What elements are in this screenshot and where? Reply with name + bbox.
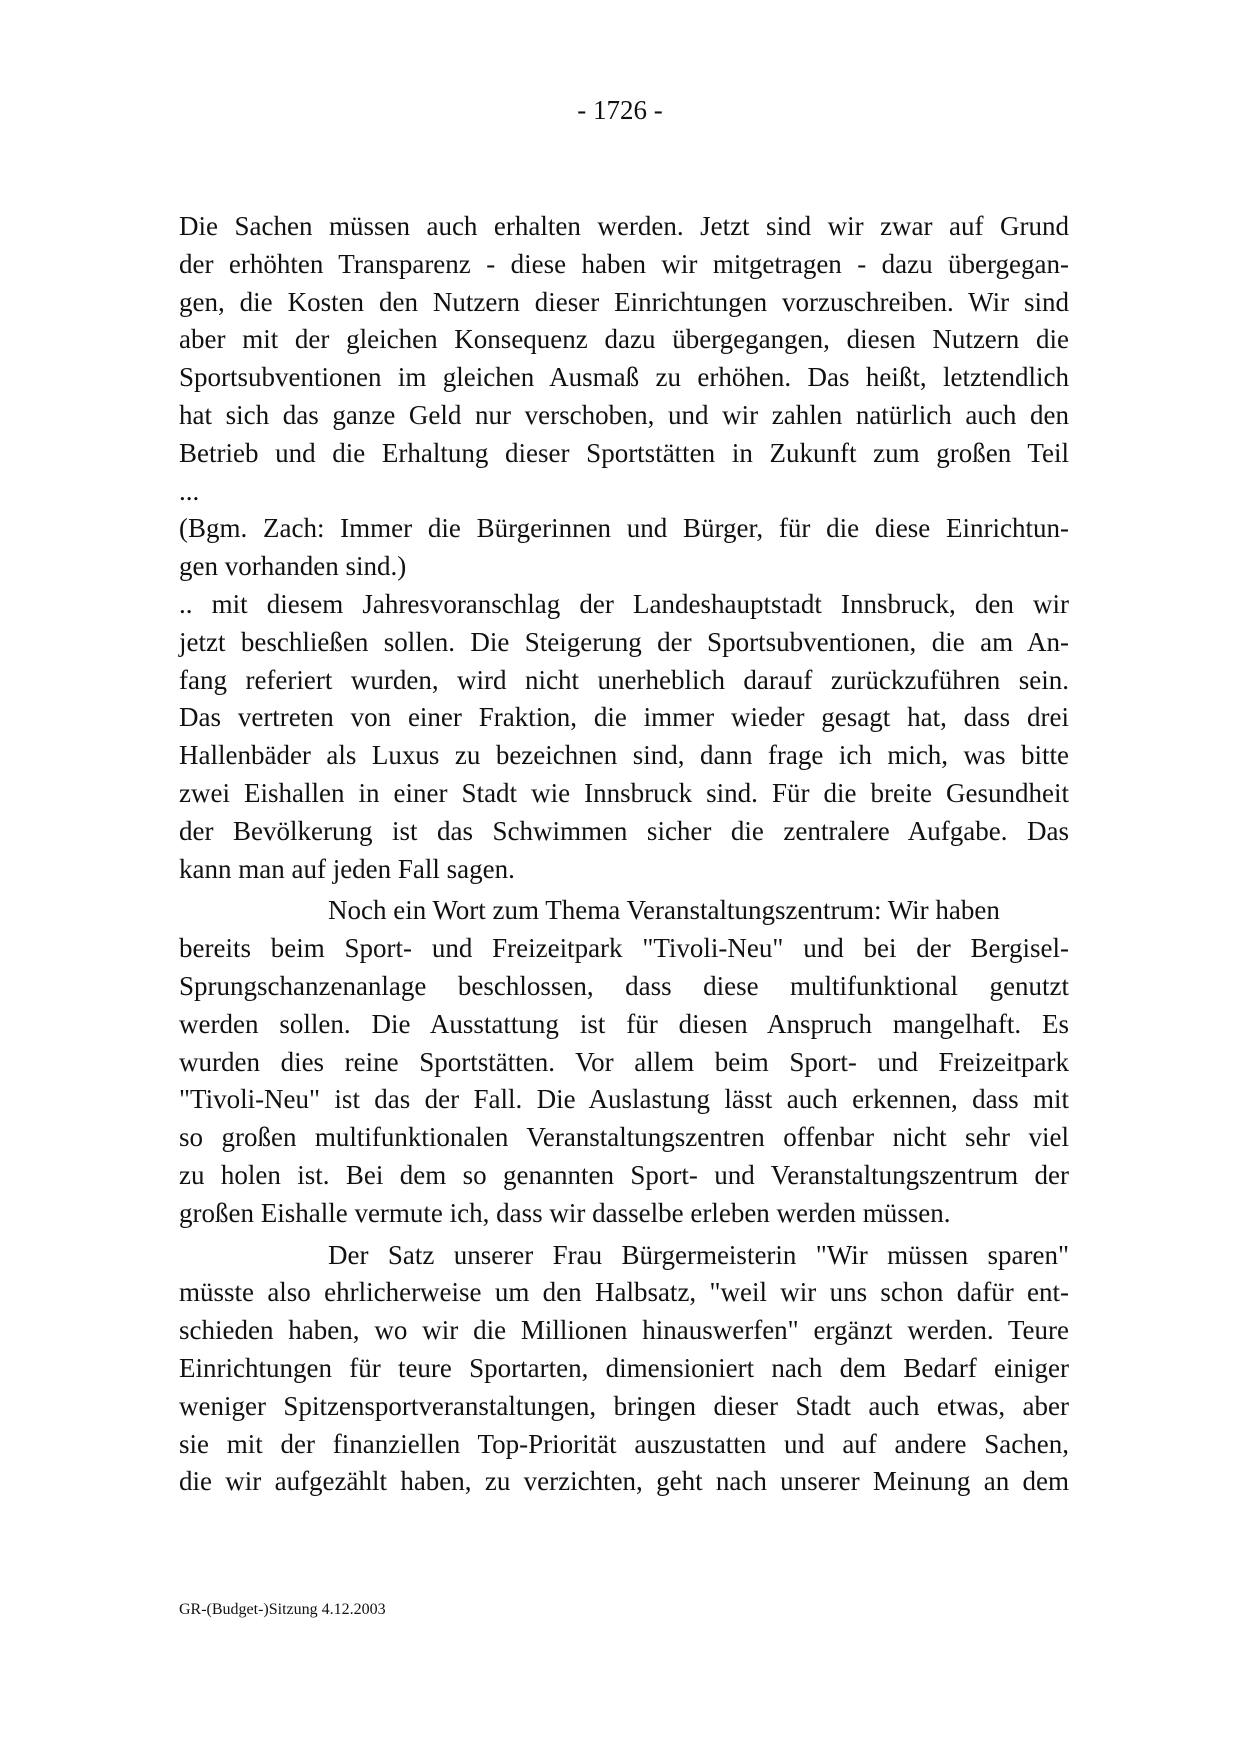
text-line: weniger Spitzensportveranstaltungen, bringen dieser Stadt auch etwas, aber (179, 1390, 1069, 1421)
text-line: Der Satz unserer Frau Bürgermeisterin "Wir müssen sparen" (328, 1239, 1069, 1270)
text-line: Hallenbäder als Luxus zu bezeichnen sind, dann frage ich mich, was bitte (179, 740, 1069, 771)
text-line: Sportsubventionen im gleichen Ausmaß zu erhöhen. Das heißt, letztendlich (179, 362, 1069, 393)
text-line: hat sich das ganze Geld nur verschoben, und wir zahlen natürlich auch den (179, 399, 1069, 430)
text-line: zu holen ist. Bei dem so genannten Sport- und Veranstaltungszentrum der (179, 1159, 1069, 1190)
text-line: fang referiert wurden, wird nicht unerheblich darauf zurückzuführen sein. (179, 664, 1069, 695)
text-line: werden sollen. Die Ausstattung ist für diesen Anspruch mangelhaft. Es (179, 1008, 1069, 1039)
text-line: "Tivoli-Neu" ist das der Fall. Die Auslastung lässt auch erkennen, dass mit (179, 1084, 1069, 1115)
text-line: so großen multifunktionalen Veranstaltungszentren offenbar nicht sehr viel (179, 1122, 1069, 1153)
text-line: Betrieb und die Erhaltung dieser Sportstätten in Zukunft zum großen Teil (179, 437, 1069, 468)
paragraph (179, 208, 1069, 510)
text-line: der Bevölkerung ist das Schwimmen sicher die zentralere Aufgabe. Das (179, 815, 1069, 846)
text-line: großen Eishalle vermute ich, dass wir dasselbe erleben werden müssen. (179, 1197, 951, 1228)
text-line: aber mit der gleichen Konsequenz dazu übergegangen, diesen Nutzern die (179, 324, 1069, 355)
footer-session-label: GR-(Budget-)Sitzung 4.12.2003 (179, 1601, 386, 1618)
document-body (179, 208, 1069, 1501)
interjection (179, 510, 1069, 586)
text-line: wurden dies reine Sportstätten. Vor allem beim Sport- und Freizeitpark (179, 1046, 1069, 1077)
text-line: jetzt beschließen sollen. Die Steigerung der Sportsubventionen, die am An- (179, 626, 1069, 657)
text-line: schieden haben, wo wir die Millionen hinauswerfen" ergänzt werden. Teure (179, 1315, 1069, 1346)
text-line: gen vorhanden sind.) (179, 551, 407, 582)
text-line: müsste also ehrlicherweise um den Halbsatz, "weil wir uns schon dafür ent- (179, 1277, 1069, 1308)
paragraph (179, 1237, 1069, 1502)
text-line: .. mit diesem Jahresvoranschlag der Landeshauptstadt Innsbruck, den wir (179, 588, 1069, 619)
text-line: zwei Eishallen in einer Stadt wie Innsbruck sind. Für die breite Gesundheit (179, 777, 1069, 808)
text-line: Noch ein Wort zum Thema Veranstaltungszentrum: Wir haben (328, 895, 1000, 926)
text-line: Das vertreten von einer Fraktion, die immer wieder gesagt hat, dass drei (179, 702, 1069, 733)
text-line: bereits beim Sport- und Freizeitpark "Tivoli-Neu" und bei der Bergisel- (179, 933, 1069, 964)
text-line: gen, die Kosten den Nutzern dieser Einrichtungen vorzuschreiben. Wir sind (179, 286, 1069, 317)
text-line: (Bgm. Zach: Immer die Bürgerinnen und Bürger, für die diese Einrichtun- (179, 513, 1069, 544)
text-line: kann man auf jeden Fall sagen. (179, 853, 515, 884)
text-line: die wir aufgezählt haben, zu verzichten, geht nach unserer Meinung an dem (179, 1466, 1069, 1497)
paragraph (179, 892, 1069, 1232)
paragraph (179, 586, 1069, 888)
text-line: Sprungschanzenanlage beschlossen, dass diese multifunktional genutzt (179, 970, 1069, 1001)
page-number: - 1726 - (577, 95, 663, 125)
text-line: Die Sachen müssen auch erhalten werden. Jetzt sind wir zwar auf Grund (179, 211, 1069, 241)
text-line: ... (179, 475, 200, 506)
text-line: Einrichtungen für teure Sportarten, dimensioniert nach dem Bedarf einiger (179, 1352, 1069, 1383)
text-line: der erhöhten Transparenz - diese haben wir mitgetragen - dazu übergegan- (179, 248, 1069, 279)
text-line: sie mit der finanziellen Top-Priorität auszustatten und auf andere Sachen, (179, 1428, 1069, 1459)
